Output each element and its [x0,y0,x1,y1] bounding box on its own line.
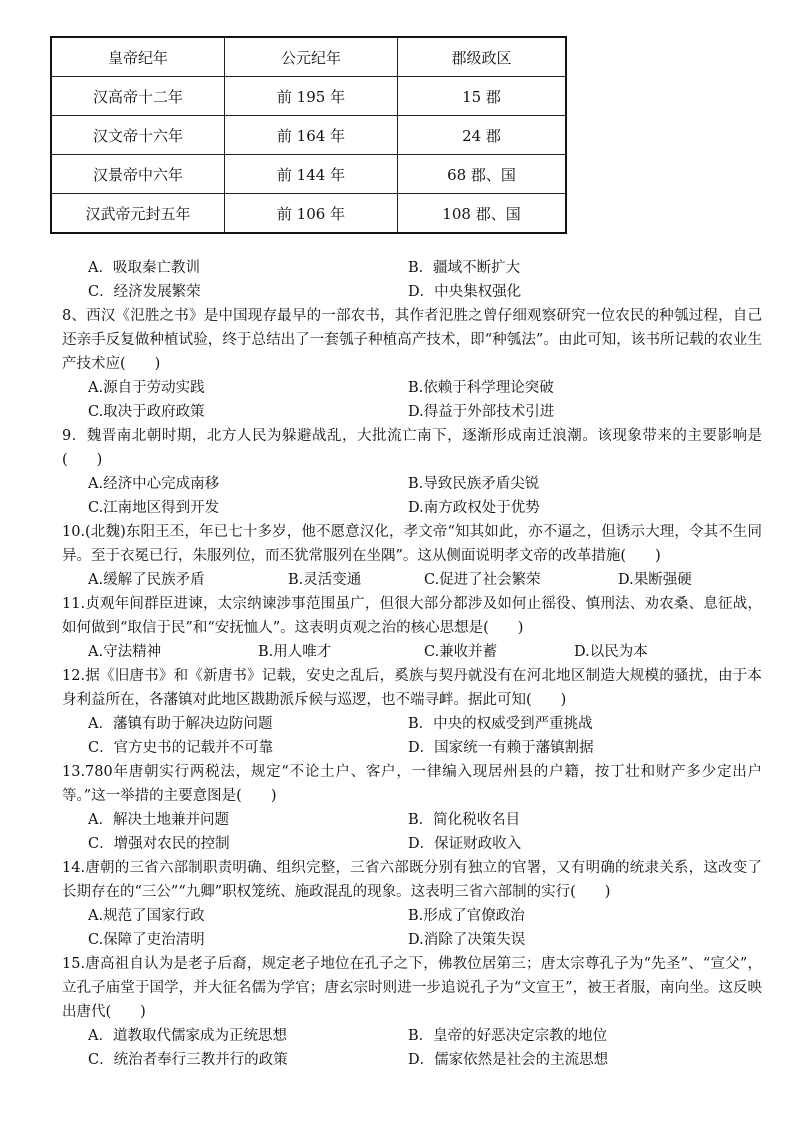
q7-option-a: A．吸取秦亡教训 [88,260,200,276]
q9-option-b: B.导致民族矛盾尖锐 [408,476,540,492]
q10-option-b: B.灵活变通 [288,572,362,588]
q11-options [62,640,762,664]
table-cell: 前 195 年 [225,77,398,116]
table-cell: 汉文帝十六年 [51,116,225,155]
q15-option-d: D．儒家依然是社会的主流思想 [408,1052,609,1068]
q14-option-c: C.保障了吏治清明 [88,932,205,948]
q7-options [62,256,762,304]
q15-options [62,1024,762,1072]
table-row [51,194,566,234]
q9-option-d: D.南方政权处于优势 [408,500,540,516]
q15-stem: 15.唐高祖自认为是老子后裔，规定老子地位在孔子之下，佛教位居第三；唐太宗尊孔子为“先圣”、“宣父”，立孔子庙堂于国学，并大征名儒为学官；唐玄宗时则进一步追说孔子为“文宣王”，被王者服，南向坐。这反映出唐代( ) [62,956,762,1020]
q9-option-a: A.经济中心完成南移 [88,476,220,492]
q14-option-b: B.形成了官僚政治 [408,908,525,924]
q13-option-a: A．解决土地兼并问题 [88,812,229,828]
table-row [51,116,566,155]
q9-option-c: C.江南地区得到开发 [88,500,220,516]
q12-option-a: A．藩镇有助于解决边防问题 [88,716,273,732]
q12-option-d: D．国家统一有赖于藩镇割据 [408,740,594,756]
table-cell: 汉武帝元封五年 [51,194,225,234]
table-cell: 24 郡 [398,116,567,155]
table-header-cell: 郡级政区 [398,37,567,77]
table-cell: 前 106 年 [225,194,398,234]
q10-option-d: D.果断强硬 [618,572,692,588]
q11-option-c: C.兼收并蓄 [424,644,498,660]
q10-stem: 10.(北魏)东阳王丕，年已七十多岁，他不愿意汉化，孝文帝“知其如此，亦不逼之，但诱示大理，令其不生同异。至于衣冕已行，朱服列位，而丕犹常服列在坐隅”。这从侧面说明孝文帝的改革措施( ) [62,524,762,564]
table-cell: 汉高帝十二年 [51,77,225,116]
table-cell: 15 郡 [398,77,567,116]
q8-option-c: C.取决于政府政策 [88,404,205,420]
q12-option-c: C．官方史书的记载并不可靠 [88,740,274,756]
q11-stem: 11.贞观年间群臣进谏，太宗纳谏涉事范围虽广，但很大部分都涉及如何止徭役、慎刑法、劝农桑、息征战，如何做到“取信于民”和“安抚恤人”。这表明贞观之治的核心思想是( ) [62,596,762,636]
q13-stem: 13.780年唐朝实行两税法，规定“不论土户、客户，一律编入现居州县的户籍，按丁壮和财产多少定出户等。”这一举措的主要意图是( ) [62,764,762,804]
q9-options [62,472,762,520]
q8-option-b: B.依赖于科学理论突破 [408,380,554,396]
q8-option-d: D.得益于外部技术引进 [408,404,555,420]
q12-options [62,712,762,760]
q11-option-b: B.用人唯才 [258,644,332,660]
q15-option-c: C．统治者奉行三教并行的政策 [88,1052,288,1068]
table-cell: 68 郡、国 [398,155,567,194]
q14-option-a: A.规范了国家行政 [88,908,205,924]
q8-stem: 8、西汉《氾胜之书》是中国现存最早的一部农书，其作者氾胜之曾仔细观察研究一位农民的种瓠过程，自己还亲手反复做种植试验，终于总结出了一套瓠子种植高产技术，即“种瓠法”。由此可知，该书所记载的农业生产技术应( ) [62,308,762,372]
q10-options [62,568,762,592]
q11-option-d: D.以民为本 [574,644,648,660]
q8-options [62,376,762,424]
q13-option-d: D．保证财政收入 [408,836,522,852]
q14-stem: 14.唐朝的三省六部制职责明确、组织完整，三省六部既分别有独立的官署，又有明确的统隶关系，这改变了长期存在的“三公”“九卿”职权笼统、施政混乱的现象。这表明三省六部制的实行( ) [62,860,762,900]
q7-option-b: B．疆域不断扩大 [408,260,521,276]
q12-option-b: B．中央的权威受到严重挑战 [408,716,593,732]
q9-stem: 9．魏晋南北朝时期，北方人民为躲避战乱，大批流亡南下，逐渐形成南迁浪潮。该现象带来的主要影响是( ) [62,428,762,468]
question-list [62,256,762,1072]
q15-option-a: A．道教取代儒家成为正统思想 [88,1028,287,1044]
q11-option-a: A.守法精神 [88,644,162,660]
q10-option-c: C.促进了社会繁荣 [424,572,541,588]
q13-option-b: B．简化税收名目 [408,812,521,828]
q7-option-d: D．中央集权强化 [408,284,522,300]
q7-option-c: C．经济发展繁荣 [88,284,201,300]
q10-option-a: A.缓解了民族矛盾 [88,572,205,588]
q12-stem: 12.据《旧唐书》和《新唐书》记载，安史之乱后，奚族与契丹就没有在河北地区制造大规模的骚扰，由于本身利益所在，各藩镇对此地区戡勘派斥候与巡逻，也不端寻衅。据此可知( ) [62,668,762,708]
table-cell: 前 164 年 [225,116,398,155]
q8-option-a: A.源自于劳动实践 [88,380,205,396]
table-cell: 汉景帝中六年 [51,155,225,194]
q15-option-b: B．皇帝的好恶决定宗教的地位 [408,1028,608,1044]
table-header-cell: 公元纪年 [225,37,398,77]
commandery-table [50,36,567,234]
q13-options [62,808,762,856]
q14-options [62,904,762,952]
table-header-cell: 皇帝纪年 [51,37,225,77]
q14-option-d: D.消除了决策失误 [408,932,526,948]
table-cell: 108 郡、国 [398,194,567,234]
table-cell: 前 144 年 [225,155,398,194]
table-header-row [51,37,566,77]
table-row [51,77,566,116]
table-row [51,155,566,194]
q13-option-c: C．增强对农民的控制 [88,836,230,852]
